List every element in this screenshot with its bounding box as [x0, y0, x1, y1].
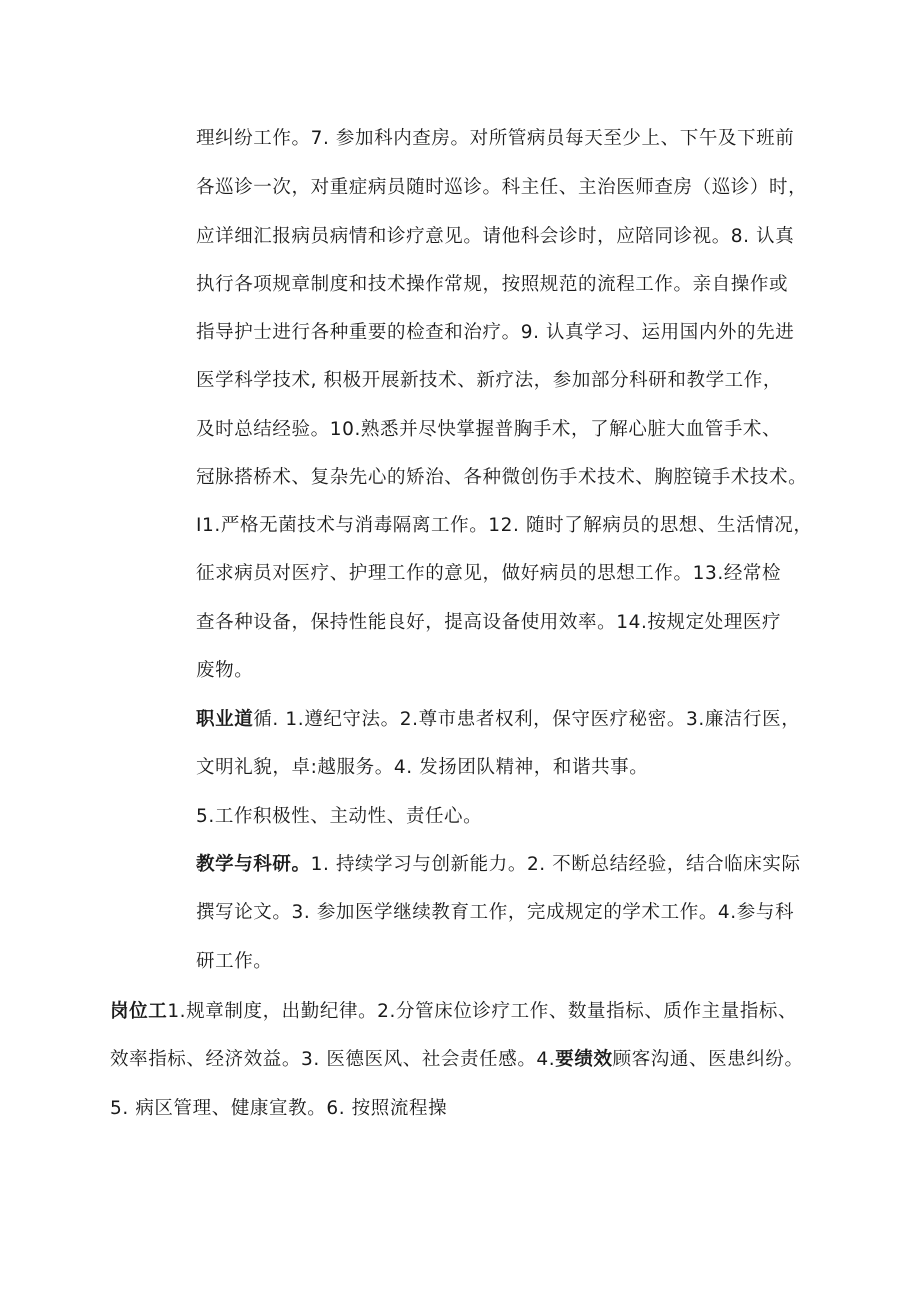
body-text-line: 撰写论文。3. 参加医学继续教育工作，完成规定的学术工作。4.参与科	[196, 902, 795, 923]
body-text-line: 征求病员对医疗、护理工作的意见，做好病员的思想工作。13.经常检	[196, 563, 782, 584]
body-text-line: 指导护士进行各种重要的检查和治疗。9. 认真学习、运用国内外的先进	[196, 322, 795, 343]
performance-line	[110, 1000, 797, 1024]
performance-text: 效率指标、经济效益。3. 医德医风、社会责任感。4.	[110, 1049, 556, 1070]
teaching-line	[196, 853, 801, 877]
body-text-line: 理纠纷工作。7. 参加科内查房。对所管病员每天至少上、下午及下班前	[196, 128, 795, 149]
body-text-line: 医学科学技术, 积极开展新技术、新疗法，参加部分科研和教学工作，	[196, 370, 782, 391]
teaching-text: 1. 持续学习与创新能力。2. 不断总结经验，结合临床实际	[310, 854, 801, 875]
body-text-line: 5. 病区管理、健康宣教。6. 按照流程操	[110, 1098, 448, 1119]
body-text-line: 执行各项规章制度和技术操作常规，按照规范的流程工作。亲自操作或	[196, 274, 789, 295]
body-text-line: 冠脉搭桥术、复杂先心的矫治、各种微创伤手术技术、胸腔镜手术技术。	[196, 467, 808, 488]
performance-text: 顾客沟通、医患纠纷。	[612, 1049, 804, 1070]
body-text-line: 文明礼貌，卓:越服务。4. 发扬团队精神，和谐共事。	[196, 757, 649, 778]
ethics-heading: 职业道	[196, 709, 254, 730]
body-text-line: 研工作。	[196, 951, 273, 972]
body-text-line: 废物。	[196, 660, 254, 681]
ethics-line	[196, 708, 800, 732]
teaching-heading: 教学与科研。	[196, 854, 311, 875]
performance-heading: 岗位工	[110, 1001, 168, 1022]
body-text-line: 5.工作积极性、主动性、责任心。	[196, 806, 483, 827]
performance-text: 1.规章制度，出勤纪律。2.分管床位诊疗工作、数量指标、质作主量指标、	[167, 1001, 798, 1022]
body-text-line: I1.严格无菌技术与消毒隔离工作。12. 随时了解病员的思想、生活情况，	[196, 515, 813, 536]
body-text-line: 及时总结经验。10.熟悉并尽快掌握普胸手术，了解心脏大血管手术、	[196, 419, 782, 440]
body-text-line: 查各种设备，保持性能良好，提高设备使用效率。14.按规定处理医疗	[196, 612, 782, 633]
body-text-line: 各巡诊一次，对重症病员随时巡诊。科主任、主治医师查房（巡诊）时，	[196, 177, 808, 198]
body-text-line: 应详细汇报病员病情和诊疗意见。请他科会诊时，应陪同诊视。8. 认真	[196, 226, 795, 247]
ethics-text: 循. 1.遵纪守法。2.尊市患者权利，保守医疗秘密。3.廉洁行医，	[253, 709, 801, 730]
performance-heading: 要绩效	[555, 1049, 613, 1070]
performance-line	[110, 1048, 804, 1072]
